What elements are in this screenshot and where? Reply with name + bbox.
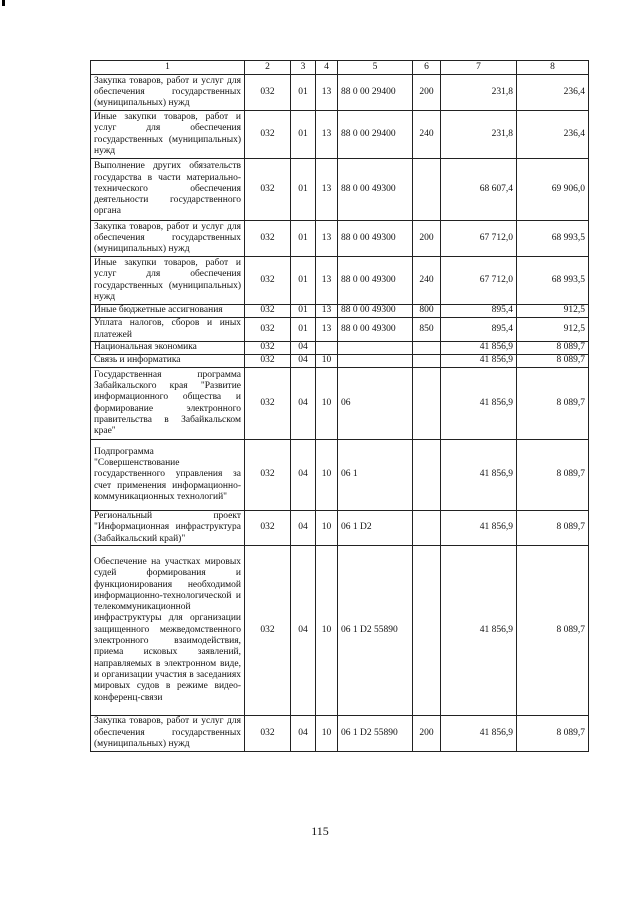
row-amount-year1: 41 856,9 bbox=[441, 342, 517, 355]
row-subsection-code: 10 bbox=[316, 715, 338, 751]
row-amount-year2: 912,5 bbox=[517, 305, 589, 318]
row-ministry-code: 032 bbox=[245, 75, 291, 111]
header-cell: 6 bbox=[413, 61, 441, 75]
row-amount-year2: 69 906,0 bbox=[517, 159, 589, 221]
row-section-code: 04 bbox=[291, 342, 316, 355]
row-amount-year1: 68 607,4 bbox=[441, 159, 517, 221]
row-name: Выполнение других обязательств государства в части материально-технического обеспечения деятельности государственного органа bbox=[91, 159, 245, 221]
row-subsection-code: 13 bbox=[316, 318, 338, 342]
row-name: Обеспечение на участках мировых судей формирования и функционирования необходимой информационно-технологической и телекоммуникационной инфраструктуры для организации защищенного межведомственного электронного взаимодействия, приема исковых заявлений, направляемых в электронном виде, и организации участия в заседаниях мировых судов в режиме видео-конференц-связи bbox=[91, 545, 245, 715]
row-ministry-code: 032 bbox=[245, 318, 291, 342]
row-amount-year2: 68 993,5 bbox=[517, 257, 589, 305]
row-ministry-code: 032 bbox=[245, 305, 291, 318]
row-target-article: 88 0 00 29400 bbox=[338, 111, 413, 159]
row-name: Государственная программа Забайкальского края "Развитие информационного общества и формирование электронного правительства в Забайкальском крае" bbox=[91, 368, 245, 440]
row-amount-year1: 67 712,0 bbox=[441, 221, 517, 257]
table-row bbox=[91, 257, 589, 305]
row-ministry-code: 032 bbox=[245, 355, 291, 368]
row-expense-type bbox=[413, 159, 441, 221]
row-subsection-code: 13 bbox=[316, 111, 338, 159]
table-row bbox=[91, 305, 589, 318]
row-amount-year2: 8 089,7 bbox=[517, 368, 589, 440]
row-target-article: 88 0 00 49300 bbox=[338, 257, 413, 305]
row-expense-type bbox=[413, 368, 441, 440]
row-amount-year1: 895,4 bbox=[441, 305, 517, 318]
row-section-code: 01 bbox=[291, 257, 316, 305]
row-name: Закупка товаров, работ и услуг для обеспечения государственных (муниципальных) нужд bbox=[91, 221, 245, 257]
row-ministry-code: 032 bbox=[245, 511, 291, 546]
row-section-code: 01 bbox=[291, 159, 316, 221]
row-section-code: 04 bbox=[291, 511, 316, 546]
row-section-code: 04 bbox=[291, 440, 316, 511]
row-section-code: 04 bbox=[291, 545, 316, 715]
row-amount-year1: 41 856,9 bbox=[441, 715, 517, 751]
row-name: Иные закупки товаров, работ и услуг для обеспечения государственных (муниципальных) нужд bbox=[91, 257, 245, 305]
table-header-row bbox=[91, 61, 589, 75]
page-number: 115 bbox=[311, 824, 329, 838]
row-amount-year2: 8 089,7 bbox=[517, 440, 589, 511]
row-expense-type: 240 bbox=[413, 257, 441, 305]
row-name: Закупка товаров, работ и услуг для обеспечения государственных (муниципальных) нужд bbox=[91, 715, 245, 751]
row-expense-type: 240 bbox=[413, 111, 441, 159]
row-section-code: 01 bbox=[291, 318, 316, 342]
row-expense-type bbox=[413, 545, 441, 715]
row-target-article: 88 0 00 49300 bbox=[338, 159, 413, 221]
table-row bbox=[91, 221, 589, 257]
row-amount-year2: 8 089,7 bbox=[517, 355, 589, 368]
table-row bbox=[91, 75, 589, 111]
row-expense-type: 850 bbox=[413, 318, 441, 342]
row-section-code: 01 bbox=[291, 305, 316, 318]
row-subsection-code bbox=[316, 342, 338, 355]
table-row bbox=[91, 159, 589, 221]
row-amount-year1: 41 856,9 bbox=[441, 355, 517, 368]
row-target-article bbox=[338, 342, 413, 355]
row-section-code: 04 bbox=[291, 368, 316, 440]
row-amount-year2: 8 089,7 bbox=[517, 511, 589, 546]
header-cell: 1 bbox=[91, 61, 245, 75]
row-expense-type bbox=[413, 355, 441, 368]
header-cell: 7 bbox=[441, 61, 517, 75]
row-name: Региональный проект "Информационная инфраструктура (Забайкальский край)" bbox=[91, 511, 245, 546]
row-name: Закупка товаров, работ и услуг для обеспечения государственных (муниципальных) нужд bbox=[91, 75, 245, 111]
row-expense-type bbox=[413, 440, 441, 511]
row-section-code: 01 bbox=[291, 221, 316, 257]
table-body bbox=[91, 75, 589, 752]
row-amount-year1: 67 712,0 bbox=[441, 257, 517, 305]
row-ministry-code: 032 bbox=[245, 342, 291, 355]
scan-corner-mark bbox=[2, 0, 5, 6]
row-target-article bbox=[338, 355, 413, 368]
row-subsection-code: 10 bbox=[316, 368, 338, 440]
row-expense-type: 800 bbox=[413, 305, 441, 318]
row-target-article: 88 0 00 29400 bbox=[338, 75, 413, 111]
row-expense-type: 200 bbox=[413, 221, 441, 257]
row-subsection-code: 10 bbox=[316, 355, 338, 368]
header-cell: 3 bbox=[291, 61, 316, 75]
table-row bbox=[91, 342, 589, 355]
row-expense-type bbox=[413, 342, 441, 355]
table-row bbox=[91, 368, 589, 440]
table-row bbox=[91, 355, 589, 368]
row-name: Уплата налогов, сборов и иных платежей bbox=[91, 318, 245, 342]
row-subsection-code: 13 bbox=[316, 305, 338, 318]
header-cell: 2 bbox=[245, 61, 291, 75]
header-cell: 4 bbox=[316, 61, 338, 75]
table-row bbox=[91, 511, 589, 546]
row-name: Иные закупки товаров, работ и услуг для обеспечения государственных (муниципальных) нужд bbox=[91, 111, 245, 159]
row-amount-year2: 8 089,7 bbox=[517, 342, 589, 355]
row-name: Национальная экономика bbox=[91, 342, 245, 355]
row-target-article: 88 0 00 49300 bbox=[338, 305, 413, 318]
row-section-code: 01 bbox=[291, 111, 316, 159]
row-expense-type: 200 bbox=[413, 715, 441, 751]
row-subsection-code: 13 bbox=[316, 221, 338, 257]
table-row bbox=[91, 318, 589, 342]
row-target-article: 06 1 D2 55890 bbox=[338, 545, 413, 715]
row-subsection-code: 13 bbox=[316, 75, 338, 111]
row-amount-year1: 41 856,9 bbox=[441, 545, 517, 715]
row-target-article: 06 bbox=[338, 368, 413, 440]
row-amount-year1: 41 856,9 bbox=[441, 440, 517, 511]
row-name: Связь и информатика bbox=[91, 355, 245, 368]
row-name: Подпрограмма "Совершенствование государственного управления за счет применения информационно-коммуникационных технологий" bbox=[91, 440, 245, 511]
row-amount-year2: 8 089,7 bbox=[517, 715, 589, 751]
row-subsection-code: 13 bbox=[316, 257, 338, 305]
table-row bbox=[91, 715, 589, 751]
header-cell: 5 bbox=[338, 61, 413, 75]
row-subsection-code: 13 bbox=[316, 159, 338, 221]
row-ministry-code: 032 bbox=[245, 715, 291, 751]
row-target-article: 06 1 D2 55890 bbox=[338, 715, 413, 751]
row-expense-type: 200 bbox=[413, 75, 441, 111]
row-name: Иные бюджетные ассигнования bbox=[91, 305, 245, 318]
row-amount-year2: 912,5 bbox=[517, 318, 589, 342]
row-amount-year2: 236,4 bbox=[517, 111, 589, 159]
row-amount-year1: 895,4 bbox=[441, 318, 517, 342]
row-section-code: 04 bbox=[291, 715, 316, 751]
table-row bbox=[91, 440, 589, 511]
row-subsection-code: 10 bbox=[316, 511, 338, 546]
row-section-code: 01 bbox=[291, 75, 316, 111]
row-amount-year2: 68 993,5 bbox=[517, 221, 589, 257]
row-amount-year1: 231,8 bbox=[441, 75, 517, 111]
row-target-article: 06 1 D2 bbox=[338, 511, 413, 546]
row-ministry-code: 032 bbox=[245, 545, 291, 715]
budget-table bbox=[90, 60, 589, 752]
header-cell: 8 bbox=[517, 61, 589, 75]
row-section-code: 04 bbox=[291, 355, 316, 368]
row-subsection-code: 10 bbox=[316, 545, 338, 715]
row-ministry-code: 032 bbox=[245, 368, 291, 440]
row-ministry-code: 032 bbox=[245, 111, 291, 159]
row-amount-year1: 41 856,9 bbox=[441, 511, 517, 546]
row-ministry-code: 032 bbox=[245, 159, 291, 221]
row-amount-year2: 236,4 bbox=[517, 75, 589, 111]
row-amount-year1: 231,8 bbox=[441, 111, 517, 159]
row-target-article: 88 0 00 49300 bbox=[338, 221, 413, 257]
row-ministry-code: 032 bbox=[245, 257, 291, 305]
row-ministry-code: 032 bbox=[245, 221, 291, 257]
table-row bbox=[91, 545, 589, 715]
row-target-article: 06 1 bbox=[338, 440, 413, 511]
table-row bbox=[91, 111, 589, 159]
row-expense-type bbox=[413, 511, 441, 546]
row-target-article: 88 0 00 49300 bbox=[338, 318, 413, 342]
row-amount-year1: 41 856,9 bbox=[441, 368, 517, 440]
row-amount-year2: 8 089,7 bbox=[517, 545, 589, 715]
row-ministry-code: 032 bbox=[245, 440, 291, 511]
row-subsection-code: 10 bbox=[316, 440, 338, 511]
